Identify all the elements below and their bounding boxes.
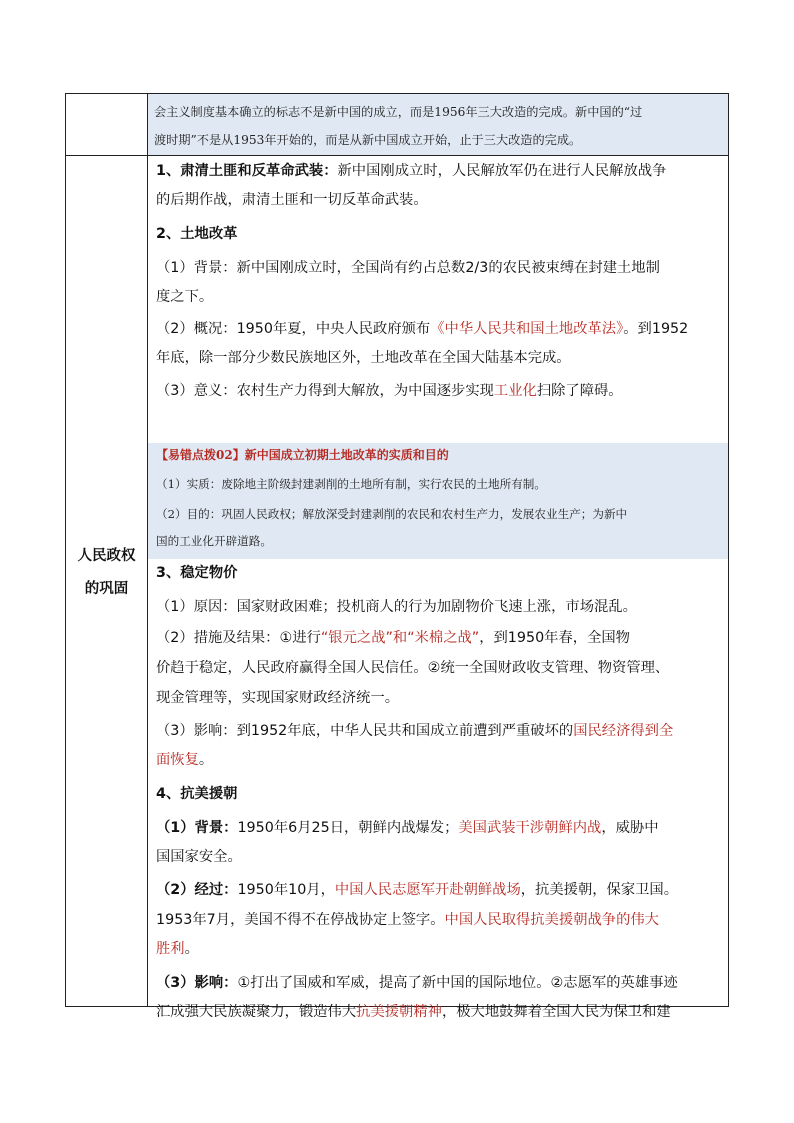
war-course-3: 胜利。 <box>156 941 199 957</box>
price-measures-1: （2）措施及结果：①进行“银元之战”和“米棉之战”，到1950年春，全国物 <box>156 630 630 646</box>
top-note-line-2: 渡时期”不是从1953年开始的，而是从新中国成立开始，止于三大改造的完成。 <box>154 133 582 147</box>
industrialization-highlight: 工业化 <box>493 383 537 399</box>
section-2-heading: 2、土地改革 <box>156 226 238 242</box>
battles-highlight: “银元之战”和“米棉之战” <box>320 630 480 646</box>
error-tip-title: 【易错点拨02】新中国成立初期土地改革的实质和目的 <box>156 448 449 462</box>
economy-recovery-highlight: 国民经济得到全 <box>573 723 674 739</box>
price-impact-1: （3）影响：到1952年底，中华人民共和国成立前遭到严重破坏的国民经济得到全 <box>156 723 674 739</box>
land-reform-law: 《中华人民共和国土地改革法》 <box>430 321 624 337</box>
land-reform-background-2: 度之下。 <box>156 289 214 305</box>
land-reform-overview-2: 年底，除一部分少数民族地区外，土地改革在全国大陆基本完成。 <box>156 350 571 366</box>
error-tip-line-3: 国的工业化开辟道路。 <box>156 534 272 548</box>
price-measures-3: 现金管理等，实现国家财政经济统一。 <box>156 690 400 706</box>
land-reform-background-1: （1）背景：新中国刚成立时，全国尚有约占总数2/3的农民被束缚在封建土地制 <box>156 260 660 276</box>
price-measures-2: 价趋于稳定，人民政府赢得全国人民信任。②统一全国财政收支管理、物资管理、 <box>156 660 670 676</box>
price-impact-2: 面恢复。 <box>156 752 214 768</box>
victory-highlight: 中国人民取得抗美援朝战争的伟大 <box>444 912 659 928</box>
row-label <box>66 540 147 606</box>
section-4-heading: 4、抗美援朝 <box>156 786 238 802</box>
content-table <box>65 93 729 1020</box>
section-1-line-2: 的后期作战，肃清土匪和一切反革命武装。 <box>156 192 428 208</box>
row-label-line-2: 的巩固 <box>84 581 129 597</box>
war-course-1: （2）经过：1950年10月，中国人民志愿军开赴朝鲜战场，抗美援朝，保家卫国。 <box>156 882 679 898</box>
error-tip-box <box>148 443 728 559</box>
spirit-highlight: 抗美援朝精神 <box>356 1004 442 1020</box>
war-impact-2: 汇成强大民族凝聚力，锻造伟大抗美援朝精神，极大地鼓舞着全国人民为保卫和建 <box>156 1004 671 1020</box>
top-note-box <box>148 94 728 155</box>
error-tip-line-1: （1）实质：废除地主阶级封建剥削的土地所有制，实行农民的土地所有制。 <box>156 477 546 491</box>
war-impact-1: （3）影响：①打出了国威和军威，提高了新中国的国际地位。②志愿军的英雄事迹 <box>156 975 678 991</box>
row-label-line-1: 人民政权 <box>77 548 136 564</box>
price-cause: （1）原因：国家财政困难；投机商人的行为加剧物价飞速上涨，市场混乱。 <box>156 599 637 615</box>
volunteers-highlight: 中国人民志愿军开赴朝鲜战场 <box>334 882 521 898</box>
us-intervention-highlight: 美国武装干涉朝鲜内战 <box>458 820 602 836</box>
land-reform-overview-1: （2）概况：1950年夏，中央人民政府颁布《中华人民共和国土地改革法》。到1952 <box>156 321 689 337</box>
war-background-1: （1）背景：1950年6月25日，朝鲜内战爆发；美国武装干涉朝鲜内战，威胁中 <box>156 820 659 836</box>
section-1-line-1: 1、肃清土匪和反革命武装：新中国刚成立时，人民解放军仍在进行人民解放战争 <box>156 163 667 179</box>
war-course-2: 1953年7月，美国不得不在停战协定上签字。中国人民取得抗美援朝战争的伟大 <box>156 912 659 928</box>
main-content <box>148 156 728 1020</box>
section-1-heading: 1、肃清土匪和反革命武装： <box>156 163 338 179</box>
land-reform-significance: （3）意义：农村生产力得到大解放，为中国逐步实现工业化扫除了障碍。 <box>156 383 623 399</box>
war-background-2: 国国家安全。 <box>156 849 242 865</box>
top-note-line-1: 会主义制度基本确立的标志不是新中国的成立，而是1956年三大改造的完成。新中国的“过 <box>154 105 643 119</box>
section-3-heading: 3、稳定物价 <box>156 565 238 581</box>
error-tip-line-2: （2）目的：巩固人民政权；解放深受封建剥削的农民和农村生产力，发展农业生产；为新中 <box>156 507 628 521</box>
